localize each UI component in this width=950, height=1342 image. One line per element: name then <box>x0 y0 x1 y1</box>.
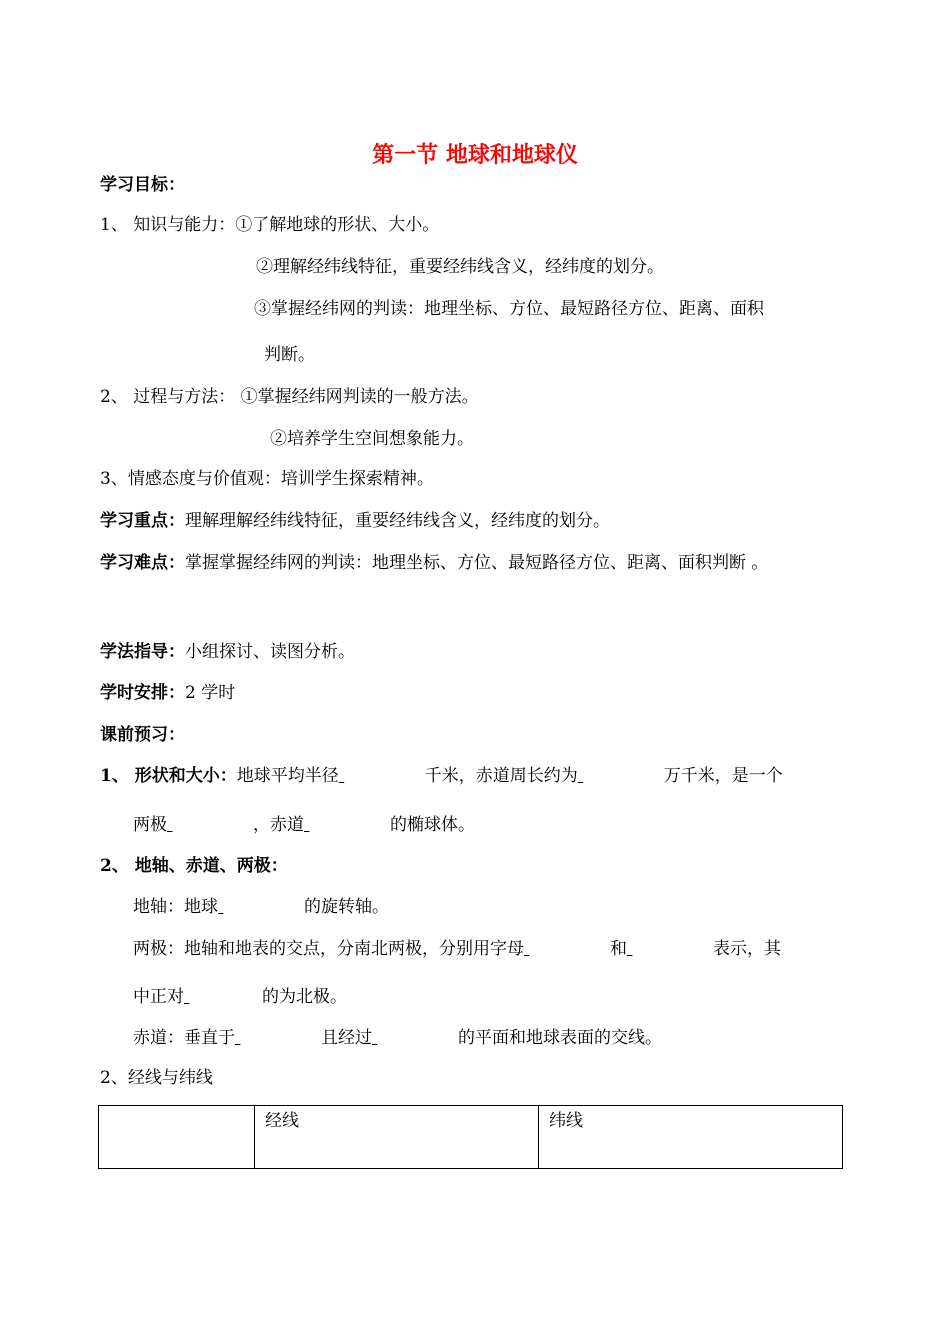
axis-text-b: 的旋转轴。 <box>304 897 389 917</box>
poles-text-b: 和 <box>610 939 627 959</box>
blank-letter-2[interactable] <box>627 938 713 960</box>
objective-line-3: ③掌握经纬网的判读：地理坐标、方位、最短路径方位、距离、面积 <box>254 299 764 319</box>
schedule-text: 2 学时 <box>185 683 236 703</box>
poles-text-c: 表示，其 <box>713 939 781 959</box>
axis-text-a: 地轴：地球 <box>133 897 218 917</box>
shape-size-text-e: ，赤道 <box>253 815 304 835</box>
blank-perpendicular[interactable] <box>235 1027 321 1049</box>
table-cell-empty[interactable] <box>99 1106 255 1169</box>
axis-section-label: 2、 地轴、赤道、两极： <box>100 856 288 876</box>
blank-circumference[interactable] <box>578 765 664 787</box>
meridian-parallel-table <box>98 1105 843 1169</box>
table-header-parallel[interactable]: 纬线 <box>539 1106 843 1169</box>
equator-text-b: 且经过 <box>321 1028 372 1048</box>
meridian-section-label: 2、经线与纬线 <box>100 1068 213 1088</box>
blank-radius[interactable] <box>339 765 425 787</box>
objective-line-7: 3、情感态度与价值观：培训学生探索精神。 <box>100 469 434 489</box>
blank-letter-1[interactable] <box>524 938 610 960</box>
poles-line-2 <box>133 986 347 1008</box>
objectives-heading: 学习目标： <box>100 175 185 195</box>
objective-line-2: ②理解经纬线特征，重要经纬线含义，经纬度的划分。 <box>256 257 664 277</box>
shape-size-text-b: 千米，赤道周长约为 <box>424 766 578 786</box>
page-title: 第一节 地球和地球仪 <box>372 143 578 168</box>
shape-size-label: 1、 形状和大小： <box>100 766 237 786</box>
equator-text-a: 赤道：垂直于 <box>133 1028 235 1048</box>
shape-size-line-2 <box>133 814 475 836</box>
objective-line-1: 1、 知识与能力：①了解地球的形状、大小。 <box>100 215 440 235</box>
poles-line <box>133 938 781 960</box>
axis-line <box>133 896 389 918</box>
shape-size-text-d: 两极 <box>133 815 167 835</box>
poles-text-d: 中正对 <box>133 987 184 1007</box>
difficulties-text: 掌握掌握经纬网的判读：地理坐标、方位、最短路径方位、距离、面积判断 。 <box>185 553 769 573</box>
blank-equator[interactable] <box>304 814 390 836</box>
equator-text-c: 的平面和地球表面的交线。 <box>458 1028 662 1048</box>
schedule <box>100 682 235 704</box>
preview-heading: 课前预习： <box>100 725 185 745</box>
key-points-label: 学习重点： <box>100 511 185 531</box>
table-row <box>99 1106 843 1169</box>
objective-line-4: 判断。 <box>264 345 315 365</box>
shape-size-text-f: 的椭球体。 <box>390 815 475 835</box>
shape-size-text-a: 地球平均半径 <box>236 766 339 786</box>
key-points <box>100 510 610 532</box>
objective-line-6: ②培养学生空间想象能力。 <box>270 429 474 449</box>
blank-axis[interactable] <box>218 896 304 918</box>
schedule-label: 学时安排： <box>100 683 185 703</box>
key-points-text: 理解理解经纬线特征，重要经纬线含义，经纬度的划分。 <box>185 511 610 531</box>
poles-text-e: 的为北极。 <box>262 987 347 1007</box>
difficulties <box>100 552 768 574</box>
method-label: 学法指导： <box>100 642 185 662</box>
blank-north-star[interactable] <box>184 986 262 1008</box>
equator-line <box>133 1027 662 1049</box>
table-header-meridian[interactable]: 经线 <box>255 1106 539 1169</box>
shape-size-text-c: 万千米，是一个 <box>663 766 783 786</box>
method-text: 小组探讨、读图分析。 <box>185 642 355 662</box>
difficulties-label: 学习难点： <box>100 553 185 573</box>
poles-text-a: 两极：地轴和地表的交点，分南北两极，分别用字母 <box>133 939 524 959</box>
blank-center[interactable] <box>372 1027 458 1049</box>
method <box>100 641 355 663</box>
blank-poles[interactable] <box>167 814 253 836</box>
objective-line-5: 2、 过程与方法： ①掌握经纬网判读的一般方法。 <box>100 387 479 407</box>
shape-size-line <box>100 765 783 787</box>
